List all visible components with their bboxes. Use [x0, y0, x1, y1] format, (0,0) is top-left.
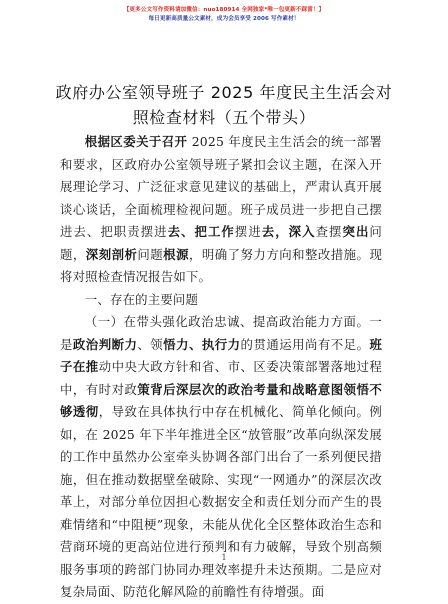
para-seg: 、执行力 — [188, 336, 241, 352]
intro-seg: ，明确了努力方向和整改措施。现将对照检查情况报告如下。 — [60, 246, 383, 284]
para-seg: 具体执行中存在机械化、简单化倾向。例如，在 — [60, 404, 382, 442]
page-number: 1 — [221, 553, 227, 562]
para-seg: ，导致在 — [98, 404, 151, 419]
intro-seg: 去，深入 — [261, 224, 316, 239]
para-seg: 悟力 — [163, 336, 189, 352]
header-banner — [0, 6, 448, 24]
para-seg: 的贯通运用尚有不足。 — [240, 336, 370, 352]
intro-seg: 突出 — [342, 224, 370, 239]
banner-line-1: 【更多公文写作资料请加微信：nuo180914 全网独家*唯一包更新不踩雷！】 — [123, 7, 325, 13]
banner-line-2: 每日更新高质量公文素材，成为会员享受 2006 写作素材！ — [148, 16, 300, 22]
para-seg: 2025 年下半年推进全区“放管服”改革向纵深发展的工作中虽然办公室牵头协调各部门出台了一系列便民措施，但在推动数据壁垒破除、实现“一网通办”的深层次改革上，对部分单位因担心数据安全和责任划分而产生的畏难情绪和“中阻梗”现象，未能从优化全区整体政治生态和营商环境的更高站位进行预判和有力破解，导致个别高频服务事项的跨部门协同办理效率提升未达预期。二是应对复杂局面、防范化解风险的前瞻性有待增强。面 — [60, 426, 382, 599]
intro-seg: 查摆 — [315, 224, 343, 239]
para-seg: 政治判断力 — [72, 336, 138, 352]
para-seg: （一）在带头强化政治忠诚、提高政治能力方面。一是 — [60, 314, 382, 352]
intro-seg: 根源 — [163, 246, 189, 262]
intro-seg: 2025 年度民主生活会的统一部署和要求，区政府办公室领导班子紧扣会议主题，在深入开展理论学习、广泛征求意见建议的基础上，严肃认真开展谈心谈话，全面梳理检视问题。班子成员进一步把自己摆进去、把职责摆进 — [60, 134, 382, 239]
para-seg: 策背后深层次的政治考量和战略意图领悟不够透彻 — [60, 381, 382, 419]
intro-seg: 摆进 — [234, 224, 262, 239]
document-title: 政府办公室领导班子 2025 年度民主生活会对照检查材料（五个带头） — [55, 83, 393, 127]
para-seg: 、领 — [137, 336, 164, 352]
intro-seg: 问题， — [60, 224, 382, 262]
document-body — [60, 131, 382, 604]
intro-seg: 根据区委关于召开 — [84, 134, 188, 149]
intro-seg: 问题 — [137, 246, 164, 262]
intro-seg: 深刻剖析 — [85, 246, 138, 262]
intro-paragraph — [60, 131, 382, 289]
section-heading-1: 一、存在的主要问题 — [84, 291, 199, 307]
para-seg: 班子在推 — [60, 336, 383, 374]
para-seg: 动中央大政方针和省、市、区委决策部署落地过程中，有时对政 — [60, 359, 382, 397]
intro-seg: 去、把工作 — [167, 224, 235, 239]
